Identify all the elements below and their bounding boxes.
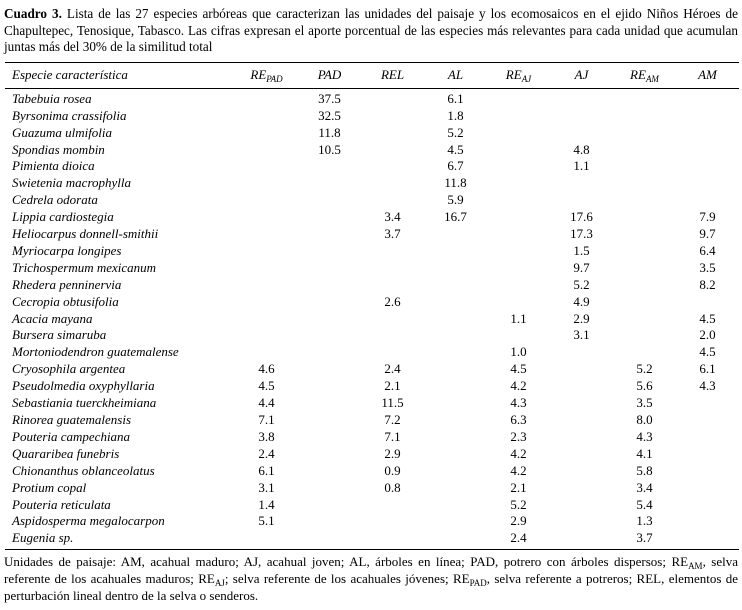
value-cell [424,243,487,260]
table-row [5,412,739,429]
value-cell: 4.1 [636,445,653,461]
value-cell [550,429,613,446]
value-cell [487,88,550,107]
value-cell: 4.5 [510,361,527,377]
value-cell [550,530,613,549]
value-cell: 7.2 [384,412,401,427]
value-cell [550,361,613,378]
species-name: Cecropia obtusifolia [12,293,119,309]
value-cell: 2.9 [573,310,590,326]
value-cell [424,412,487,429]
value-cell [613,142,676,159]
value-cell: 2.4 [510,530,527,546]
value-cell: 16.7 [444,209,467,225]
column-header-rel: REL [361,62,424,88]
value-cell [676,158,739,175]
table-row [5,530,739,549]
value-cell [487,260,550,277]
value-cell [550,412,613,429]
value-cell [550,175,613,192]
value-cell [550,192,613,209]
table-header [5,62,739,88]
value-cell [235,175,298,192]
footnote-subscript: AM [688,561,703,572]
value-cell [613,209,676,226]
species-table [5,62,739,550]
column-header-aj: AJ [550,62,613,88]
table-row [5,429,739,446]
value-cell [235,142,298,159]
species-name: Chionanthus oblanceolatus [12,462,155,478]
value-cell [550,378,613,395]
value-cell: 6.1 [699,361,716,377]
value-cell: 1.1 [510,310,527,326]
value-cell: 3.4 [636,479,653,495]
value-cell: 2.0 [699,327,716,343]
value-cell: 5.6 [636,378,653,394]
value-cell: 6.3 [510,412,527,427]
value-cell [550,463,613,480]
table-footnote: Unidades de paisaje: AM, acahual maduro; AJ, acahual joven; AL, árboles en línea; PAD, potrero con árboles dispersos; $RE_{AM}$, selva referente de los acahuales maduros; $RE_{AJ}$; selva referente de los acahuales jóvenes; $RE_{PAD}$, selva referente a potreros; REL, elementos de perturbación lineal dentro de la selva o senderos. [4,554,739,603]
value-cell [235,243,298,260]
value-cell [613,294,676,311]
value-cell: 1.3 [636,513,653,529]
value-cell [424,378,487,395]
value-cell [424,395,487,412]
value-cell [298,395,361,412]
value-cell: 1.0 [510,344,527,360]
value-cell [550,446,613,463]
value-cell [676,88,739,107]
value-cell [613,158,676,175]
value-cell [613,243,676,260]
value-cell: 11.5 [381,395,404,411]
footnote-subscript: PAD [469,578,487,589]
value-cell [487,192,550,209]
value-cell [424,429,487,446]
value-cell: 4.3 [699,378,716,394]
value-cell [424,277,487,294]
value-cell [361,125,424,142]
column-header-ream: $RE_{AM}$ [613,62,676,88]
species-name: Byrsonima crassifolia [12,107,127,123]
value-cell: 4.3 [510,395,527,411]
value-cell [298,412,361,429]
value-cell [298,497,361,514]
table-row [5,446,739,463]
value-cell [298,158,361,175]
value-cell: 4.5 [258,378,275,394]
table-row [5,344,739,361]
table-row [5,209,739,226]
value-cell [424,513,487,530]
value-cell: 5.9 [447,192,464,208]
value-cell: 4.5 [447,141,464,157]
value-cell: 5.8 [636,462,653,478]
value-cell [424,480,487,497]
value-cell [235,344,298,361]
value-cell: 9.7 [699,226,716,242]
value-cell [361,344,424,361]
species-name: Pimienta dioica [12,158,95,174]
value-cell [676,175,739,192]
value-cell [235,327,298,344]
value-cell [613,226,676,243]
table-row [5,311,739,328]
table-row [5,294,739,311]
species-name: Mortoniodendron guatemalense [12,344,179,360]
species-name: Cedrela odorata [12,192,98,208]
value-cell: 37.5 [318,90,341,106]
value-cell: 1.1 [573,158,590,174]
value-cell: 2.1 [384,378,401,394]
value-cell: 4.2 [510,462,527,478]
value-cell: 0.8 [384,479,401,495]
value-cell [298,192,361,209]
value-cell [487,277,550,294]
value-cell: 6.1 [258,462,275,478]
species-name: Rhedera penninervia [12,276,122,292]
value-cell [424,344,487,361]
value-cell [298,344,361,361]
value-cell [676,294,739,311]
footnote-subscript: AJ [214,578,225,589]
table-caption [4,6,738,56]
value-cell [361,327,424,344]
value-cell [676,142,739,159]
value-cell [424,311,487,328]
value-cell [361,88,424,107]
value-cell [298,480,361,497]
value-cell [298,175,361,192]
value-cell [298,361,361,378]
value-cell: 7.1 [384,428,401,444]
value-cell: 6.1 [447,90,464,106]
table-row [5,243,739,260]
value-cell [487,226,550,243]
species-name: Pouteria campechiana [12,428,131,444]
table-row [5,175,739,192]
value-cell: 10.5 [318,141,341,157]
value-cell [676,108,739,125]
value-cell [361,175,424,192]
value-cell [424,260,487,277]
value-cell: 2.4 [258,445,275,461]
value-cell [424,463,487,480]
value-cell: 4.3 [636,428,653,444]
value-cell [298,226,361,243]
value-cell [235,530,298,549]
value-cell [676,530,739,549]
value-cell [550,497,613,514]
value-cell: 3.5 [636,395,653,411]
value-cell [550,395,613,412]
table-row [5,327,739,344]
value-cell [361,260,424,277]
caption-text: Lista de las 27 especies arbóreas que caracterizan las unidades del paisaje y los ecomosaicos en el ejido Niños Héroes de Chapultepec, Tenosique, Tabasco. Las cifras expresan el aporte porcentual de las especies más relevantes para cada unidad que acumulan juntas más del 30% de la similitud total [4,6,739,55]
value-cell [361,192,424,209]
species-name: Guazuma ulmifolia [12,124,113,140]
species-name: Quararibea funebris [12,445,120,461]
table-row [5,463,739,480]
value-cell [487,243,550,260]
value-cell [235,108,298,125]
value-cell [235,311,298,328]
value-cell [550,88,613,107]
species-name: Heliocarpus donnell-smithii [12,226,159,242]
value-cell [487,125,550,142]
value-cell [361,530,424,549]
column-header-pad: PAD [298,62,361,88]
value-cell [298,378,361,395]
value-cell [676,446,739,463]
value-cell: 9.7 [573,259,590,275]
value-cell: 1.5 [573,242,590,258]
value-cell [487,175,550,192]
value-cell [235,88,298,107]
value-cell [613,344,676,361]
column-header-repad: $RE_{PAD}$ [235,62,298,88]
value-cell: 3.8 [258,428,275,444]
table-row [5,361,739,378]
table-row [5,158,739,175]
value-cell [550,480,613,497]
value-cell [298,327,361,344]
value-cell [361,158,424,175]
value-cell [550,513,613,530]
value-cell [487,142,550,159]
species-name: Protium copal [12,479,87,495]
value-cell [424,361,487,378]
species-name: Pouteria reticulata [12,496,111,512]
value-cell: 2.9 [384,445,401,461]
table-row [5,480,739,497]
value-cell [613,192,676,209]
value-cell [298,530,361,549]
value-cell: 3.1 [258,479,275,495]
value-cell [298,311,361,328]
value-cell [676,429,739,446]
value-cell: 5.1 [258,513,275,529]
value-cell [235,192,298,209]
species-column-header: Especie característica [5,62,235,88]
species-name: Eugenia sp. [12,530,74,546]
table-row [5,395,739,412]
value-cell [361,243,424,260]
value-cell [550,108,613,125]
value-cell [676,497,739,514]
value-cell [361,142,424,159]
value-cell [424,446,487,463]
species-name: Myriocarpa longipes [12,242,122,258]
value-cell: 5.2 [510,496,527,512]
value-cell [613,311,676,328]
value-cell [298,513,361,530]
table-row [5,513,739,530]
value-cell: 1.8 [447,107,464,123]
value-cell: 5.2 [636,361,653,377]
table-row [5,142,739,159]
species-name: Rinorea guatemalensis [12,412,132,427]
value-cell: 32.5 [318,107,341,123]
species-name: Lippia cardiostegia [12,209,114,225]
value-cell [298,209,361,226]
value-cell: 4.4 [258,395,275,411]
header-row [5,62,739,88]
species-name: Bursera simaruba [12,327,107,343]
value-cell [235,226,298,243]
value-cell [676,395,739,412]
value-cell: 4.6 [258,361,275,377]
value-cell [235,260,298,277]
value-cell [298,243,361,260]
value-cell [298,446,361,463]
value-cell: 0.9 [384,462,401,478]
value-cell: 7.1 [258,412,275,427]
value-cell [298,463,361,480]
value-cell [361,497,424,514]
value-cell: 4.2 [510,378,527,394]
value-cell [361,108,424,125]
species-name: Spondias mombin [12,141,105,157]
table-body [5,88,739,549]
value-cell: 2.4 [384,361,401,377]
value-cell [676,412,739,429]
value-cell: 17.6 [570,209,593,225]
value-cell [298,429,361,446]
value-cell [298,277,361,294]
value-cell [676,192,739,209]
value-cell: 11.8 [318,124,341,140]
value-cell: 5.4 [636,496,653,512]
value-cell: 2.3 [510,428,527,444]
value-cell [361,513,424,530]
value-cell [424,327,487,344]
value-cell: 17.3 [570,226,593,242]
value-cell: 4.8 [573,141,590,157]
value-cell [235,294,298,311]
value-cell: 2.1 [510,479,527,495]
column-header-reaj: $RE_{AJ}$ [487,62,550,88]
value-cell [361,277,424,294]
value-cell: 4.5 [699,344,716,360]
table-row [5,497,739,514]
species-name: Cryosophila argentea [12,361,126,377]
species-name: Trichospermum mexicanum [12,259,157,275]
value-cell [613,277,676,294]
table-row [5,125,739,142]
species-name: Sebastiania tuerckheimiana [12,395,157,411]
species-name: Swietenia macrophylla [12,175,132,191]
column-header-al: AL [424,62,487,88]
value-cell: 2.6 [384,293,401,309]
value-cell [613,327,676,344]
value-cell [676,125,739,142]
table-row [5,378,739,395]
value-cell: 8.0 [636,412,653,427]
value-cell: 3.1 [573,327,590,343]
value-cell [550,344,613,361]
value-cell: 4.5 [699,310,716,326]
value-cell: 8.2 [699,276,716,292]
table-row [5,226,739,243]
value-cell: 4.9 [573,293,590,309]
value-cell [613,125,676,142]
value-cell [424,530,487,549]
caption-label: Cuadro 3. [4,6,62,21]
value-cell [613,260,676,277]
species-name: Acacia mayana [12,310,93,326]
table-row [5,88,739,107]
value-cell [487,209,550,226]
table-row [5,277,739,294]
species-name: Pseudolmedia oxyphyllaria [12,378,155,394]
value-cell [361,311,424,328]
value-cell [487,108,550,125]
value-cell [424,497,487,514]
column-header-am: AM [676,62,739,88]
value-cell [424,294,487,311]
value-cell: 7.9 [699,209,716,225]
value-cell [235,277,298,294]
value-cell: 2.9 [510,513,527,529]
value-cell [487,158,550,175]
value-cell [613,88,676,107]
value-cell [676,480,739,497]
value-cell: 3.5 [699,259,716,275]
value-cell [424,226,487,243]
value-cell [235,209,298,226]
value-cell: 6.4 [699,242,716,258]
value-cell: 3.4 [384,209,401,225]
value-cell [676,463,739,480]
value-cell [298,294,361,311]
table-row [5,192,739,209]
value-cell: 11.8 [444,175,467,191]
value-cell [487,327,550,344]
value-cell: 3.7 [636,530,653,546]
value-cell [676,513,739,530]
value-cell [550,125,613,142]
value-cell [613,108,676,125]
value-cell [487,294,550,311]
table-row [5,108,739,125]
value-cell: 5.2 [573,276,590,292]
value-cell: 5.2 [447,124,464,140]
table-row [5,260,739,277]
value-cell [235,158,298,175]
value-cell [235,125,298,142]
value-cell: 1.4 [258,496,275,512]
value-cell [613,175,676,192]
value-cell: 4.2 [510,445,527,461]
value-cell [298,260,361,277]
species-name: Tabebuia rosea [12,90,92,106]
value-cell: 6.7 [447,158,464,174]
value-cell: 3.7 [384,226,401,242]
species-name: Aspidosperma megalocarpon [12,513,165,529]
